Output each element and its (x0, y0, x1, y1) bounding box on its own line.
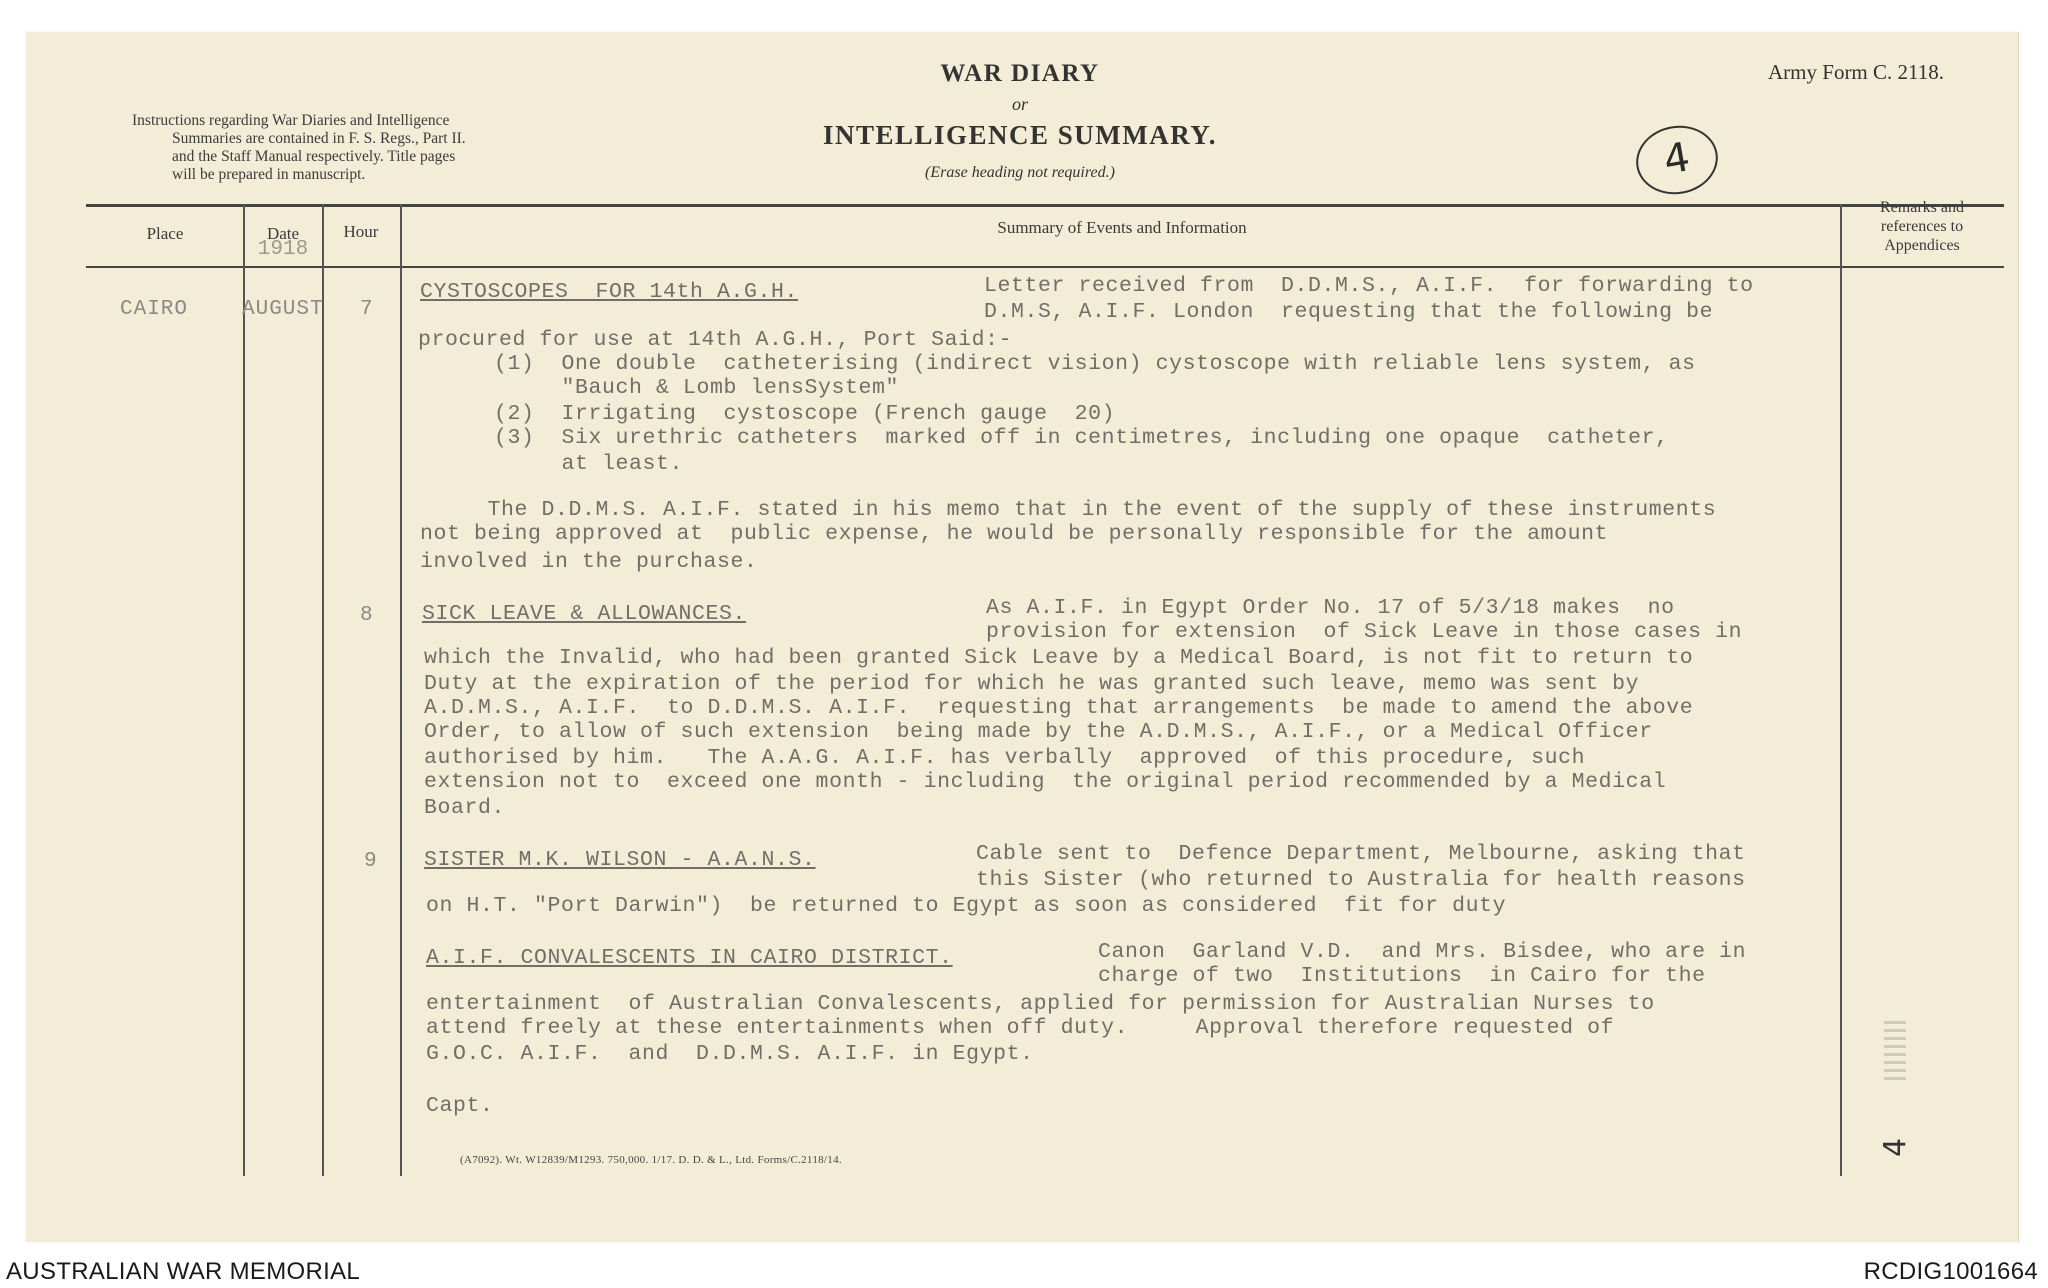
typed-line: authorised by him. The A.A.G. A.I.F. has verbally approved of this procedure, such (424, 746, 1586, 770)
entry-day: 7 (360, 298, 373, 321)
typed-line: on H.T. "Port Darwin") be returned to Egypt as soon as considered fit for duty (426, 894, 1507, 918)
typed-line: not being approved at public expense, he would be personally responsible for the amount (420, 522, 1609, 546)
remarks-header-line: Appendices (1884, 237, 1960, 254)
typed-line: (1) One double catheterising (indirect vision) cystoscope with reliable lens system, as (494, 352, 1696, 376)
margin-page-number: 4 (1878, 1137, 1914, 1158)
typed-line: D.M.S, A.I.F. London requesting that the following be (984, 300, 1714, 324)
typed-line: Canon Garland V.D. and Mrs. Bisdee, who are in (1098, 940, 1747, 964)
typed-line: at least. (494, 452, 684, 476)
table-top-rule (86, 204, 2004, 207)
typed-line: procured for use at 14th A.G.H., Port Said:- (418, 328, 1013, 352)
col-header-summary: Summary of Events and Information (997, 218, 1247, 237)
entry-month: AUGUST (242, 298, 324, 321)
heading-sick-leave: SICK LEAVE & ALLOWANCES. (422, 602, 747, 626)
typed-line: Order, to allow of such extension being made by the A.D.M.S., A.I.F., or a Medical Officer (424, 720, 1653, 744)
entry-place: CAIRO (120, 298, 189, 321)
typed-line: (3) Six urethric catheters marked off in centimetres, including one opaque catheter, (494, 426, 1669, 450)
typed-line: (2) Irrigating cystoscope (French gauge 20) (494, 402, 1116, 426)
typed-line: entertainment of Australian Convalescents, applied for permission for Australian Nurses to (426, 992, 1655, 1016)
footer-institution: AUSTRALIAN WAR MEMORIAL (6, 1258, 361, 1285)
erase-note: (Erase heading not required.) (925, 164, 1115, 181)
typed-line: As A.I.F. in Egypt Order No. 17 of 5/3/18 makes no (986, 596, 1675, 620)
table-header-rule (86, 266, 2004, 268)
army-form-number: Army Form C. 2118. (1768, 60, 1944, 84)
typed-line: Board. (424, 796, 506, 820)
print-code: (A7092). Wt. W12839/M1293. 750,000. 1/17. D. D. & L., Ltd. Forms/C.2118/14. (460, 1154, 842, 1166)
instructions-line: and the Staff Manual respectively. Title pages (172, 148, 456, 165)
col-header-date-year: 1918 (257, 238, 309, 261)
entry-day: 9 (364, 850, 377, 873)
title-or: or (1011, 94, 1028, 114)
typed-line: Letter received from D.D.M.S., A.I.F. for forwarding to (984, 274, 1754, 298)
title-war-diary: WAR DIARY (940, 60, 1100, 87)
circled-page-number: 4 (1631, 119, 1724, 200)
signature-capt: Capt. (426, 1094, 494, 1118)
heading-cystoscopes: CYSTOSCOPES FOR 14th A.G.H. (420, 280, 799, 304)
heading-sister-wilson: SISTER M.K. WILSON - A.A.N.S. (424, 848, 816, 872)
heading-convalescents: A.I.F. CONVALESCENTS IN CAIRO DISTRICT. (426, 946, 953, 970)
col-header-remarks (1844, 198, 2000, 255)
column-divider (322, 204, 324, 1176)
margin-stamp-mark (1884, 1016, 1906, 1080)
col-header-hour: Hour (343, 222, 379, 241)
instructions-line: Summaries are contained in F. S. Regs., Part II. (172, 130, 466, 147)
typed-line: this Sister (who returned to Australia for health reasons (976, 868, 1746, 892)
typed-line: "Bauch & Lomb lensSystem" (494, 376, 900, 400)
footer-record-id: RCDIG1001664 (1863, 1258, 2038, 1285)
typed-line: attend freely at these entertainments when off duty. Approval therefore requested of (426, 1016, 1615, 1040)
col-header-date: Date (266, 224, 300, 243)
typed-line: G.O.C. A.I.F. and D.D.M.S. A.I.F. in Egypt. (426, 1042, 1034, 1066)
title-intelligence-summary: INTELLIGENCE SUMMARY. (822, 120, 1218, 150)
typed-line: which the Invalid, who had been granted Sick Leave by a Medical Board, is not fit to return to (424, 646, 1694, 670)
typed-line: Cable sent to Defence Department, Melbourne, asking that (976, 842, 1746, 866)
instructions-line: will be prepared in manuscript. (172, 166, 366, 183)
col-header-place: Place (146, 224, 184, 243)
column-divider (1840, 204, 1842, 1176)
typed-line: provision for extension of Sick Leave in those cases in (986, 620, 1743, 644)
typed-line: involved in the purchase. (420, 550, 758, 574)
column-divider (243, 204, 245, 1176)
entry-day: 8 (360, 604, 373, 627)
typed-line: The D.D.M.S. A.I.F. stated in his memo that in the event of the supply of these instruments (420, 498, 1717, 522)
remarks-header-line: references to (1880, 218, 1964, 235)
remarks-header-line: Remarks and (1880, 199, 1964, 216)
typed-line: A.D.M.S., A.I.F. to D.D.M.S. A.I.F. requesting that arrangements be made to amend the above (424, 696, 1694, 720)
column-divider (400, 204, 402, 1176)
typed-line: extension not to exceed one month - including the original period recommended by a Medical (424, 770, 1667, 794)
instructions-line: Instructions regarding War Diaries and Intelligence (132, 112, 450, 129)
typed-line: charge of two Institutions in Cairo for the (1098, 964, 1706, 988)
typed-line: Duty at the expiration of the period for which he was granted such leave, memo was sent by (424, 672, 1640, 696)
